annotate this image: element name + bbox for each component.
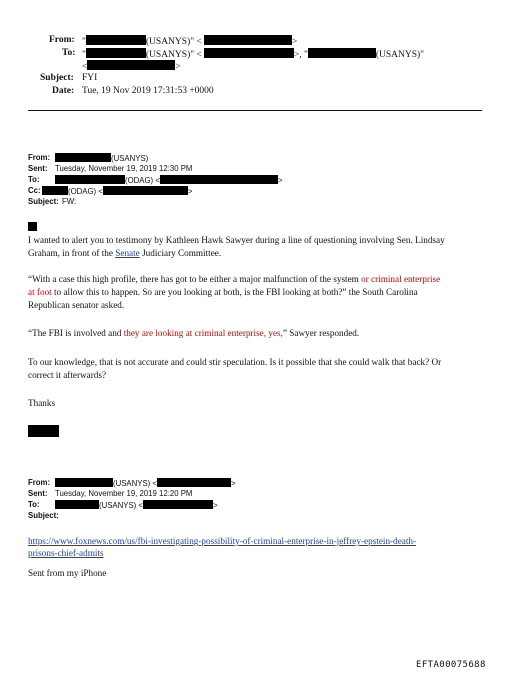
msg1-sent-label: Sent: <box>28 164 48 173</box>
top-from-row: " (USANYS)" < > <box>82 37 298 47</box>
header-divider <box>28 110 482 111</box>
msg1-para3-line2: correct it afterwards? <box>28 370 107 380</box>
msg1-cc-value: (ODAG) < <box>68 187 103 196</box>
top-subject-value: FYI <box>82 73 98 83</box>
quote1-highlight: or criminal enterprise <box>361 274 441 284</box>
redaction <box>143 500 213 509</box>
redaction <box>87 60 175 70</box>
msg1-quote1-line3: Republican senator asked. <box>28 300 125 310</box>
top-to-row: " (USANYS)" < >, " (USANYS)" <box>82 50 425 60</box>
msg2-subject-label: Subject: <box>28 511 59 520</box>
msg2-from-row: (USANYS) < > <box>55 478 236 488</box>
msg1-to-row: (ODAG) < > <box>55 175 282 185</box>
foxnews-link-continued[interactable]: prisons-chief-admits <box>28 548 104 558</box>
redaction <box>308 48 376 58</box>
msg2-to-value: (USANYS) < <box>99 501 143 510</box>
msg1-quote1-line1 <box>28 273 440 287</box>
top-from-value: (USANYS)" < <box>145 37 202 47</box>
quote2-text: “The FBI is involved and <box>28 328 124 338</box>
msg1-para1-line1: I wanted to alert you to testimony by Kathleen Hawk Sawyer during a line of questioning involving Sen. Lindsay <box>28 235 445 245</box>
msg1-sent-value: Tuesday, November 19, 2019 12:30 PM <box>55 164 193 173</box>
foxnews-link[interactable]: https://www.foxnews.com/us/fbi-investigating-possibility-of-criminal-enterprise-in-jeffrey-epstein-death- <box>28 536 417 546</box>
redaction <box>28 222 37 231</box>
msg2-from-value: (USANYS) < <box>113 479 157 488</box>
signature-redaction <box>28 425 59 437</box>
redaction <box>204 48 294 58</box>
msg1-to-value: (ODAG) < <box>125 176 160 185</box>
msg1-from-row <box>55 153 148 163</box>
top-to-value-1: (USANYS)" < <box>145 50 202 60</box>
msg1-quote1-line2 <box>28 286 418 300</box>
top-subject-label: Subject: <box>40 73 74 83</box>
redaction <box>55 175 125 184</box>
msg1-subject-value: FW: <box>62 197 77 206</box>
redaction <box>42 186 68 195</box>
msg1-from-value: (USANYS) <box>111 154 149 163</box>
redaction <box>86 35 146 45</box>
msg2-from-label: From: <box>28 478 51 487</box>
document-id: EFTA00075688 <box>416 660 486 670</box>
msg2-sent-label: Sent: <box>28 489 48 498</box>
redaction <box>103 186 188 195</box>
top-to-label: To: <box>62 48 76 58</box>
redaction <box>86 48 146 58</box>
msg1-para1-text-end: Judiciary Committee. <box>139 248 222 258</box>
msg1-to-label: To: <box>28 175 40 184</box>
redaction <box>160 175 278 184</box>
quote2-text-end: ” Sawyer responded. <box>282 328 360 338</box>
quote1-text-2: to allow this to happen. So are you looking at both, is the FBI looking at both?” the South Carolina <box>51 287 418 297</box>
top-to-value-2: (USANYS)" <box>375 50 425 60</box>
msg2-signature: Sent from my iPhone <box>28 568 107 578</box>
top-to-row-2: < > <box>82 62 181 72</box>
quote1-highlight-2: at foot <box>28 287 52 297</box>
msg1-closing: Thanks <box>28 398 56 408</box>
msg1-from-label: From: <box>28 153 51 162</box>
msg1-para3-line1: To our knowledge, that is not accurate and could stir speculation. Is it possible that she could walk that back? Or <box>28 357 442 367</box>
senate-link[interactable]: Senate <box>115 248 140 258</box>
top-from-label: From: <box>49 35 75 45</box>
msg1-quote2 <box>28 327 359 341</box>
msg1-para1-text: Graham, in front of the <box>28 248 116 258</box>
top-date-value: Tue, 19 Nov 2019 17:31:53 +0000 <box>82 86 214 96</box>
redaction <box>55 500 99 509</box>
msg1-para1-line2 <box>28 247 221 261</box>
msg1-cc-row: (ODAG) < > <box>42 186 192 196</box>
msg2-to-row: (USANYS) < > <box>55 500 218 510</box>
msg2-link-line2 <box>28 547 104 561</box>
redaction <box>55 153 111 162</box>
redaction <box>55 478 113 487</box>
msg2-sent-value: Tuesday, November 19, 2019 12:20 PM <box>55 489 193 498</box>
msg1-cc-label: Cc: <box>28 186 41 195</box>
quote2-highlight: they are looking at criminal enterprise, yes, <box>123 328 283 338</box>
redaction <box>157 478 231 487</box>
top-date-label: Date: <box>52 86 75 96</box>
msg1-subject-label: Subject: <box>28 197 59 206</box>
quote1-text: “With a case this high profile, there has got to be either a major malfunction of the system <box>28 274 362 284</box>
redaction <box>204 35 292 45</box>
msg2-to-label: To: <box>28 500 40 509</box>
